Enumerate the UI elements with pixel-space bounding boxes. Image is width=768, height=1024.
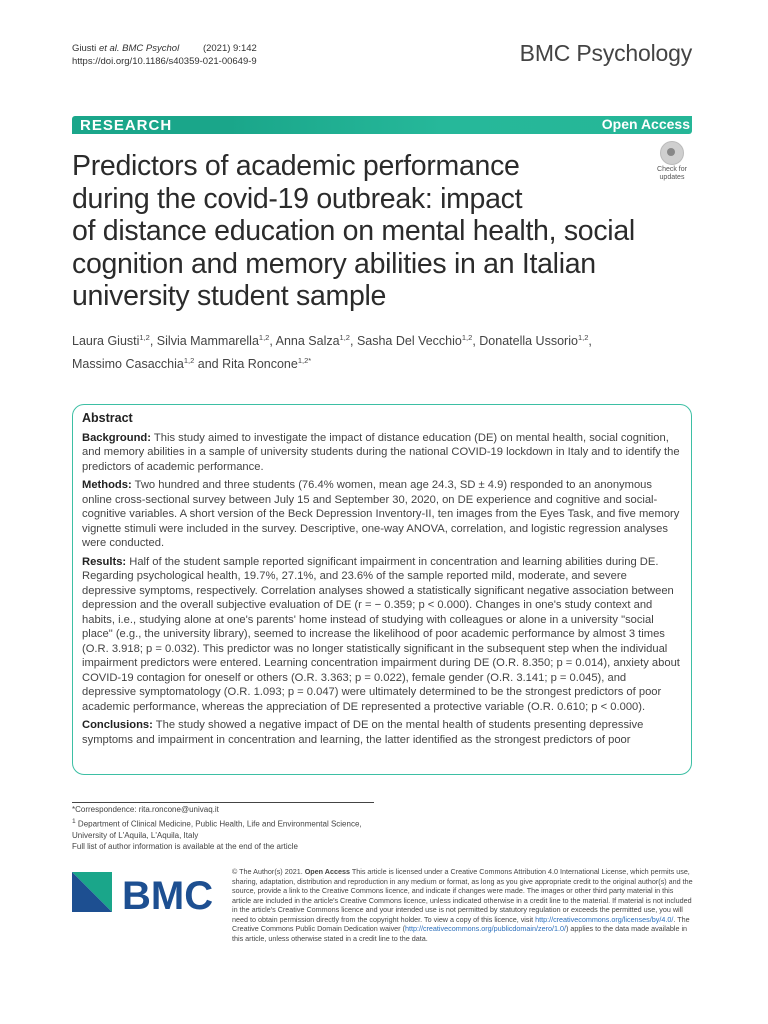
journal-name: BMC Psychology bbox=[519, 40, 692, 66]
author-name[interactable]: Rita Roncone bbox=[222, 357, 298, 372]
author-name[interactable]: Anna Salza bbox=[275, 334, 340, 349]
article-title bbox=[72, 150, 672, 313]
citation-block bbox=[72, 42, 257, 68]
results-label: Results: bbox=[82, 555, 127, 568]
author-list: Laura Giusti$^{1,2}$, Silvia Mammarella$^{1,2}$, Anna Salza$^{1,2}$, Sasha Del Vecchio$^{1,2}$, Donatella Ussorio$^{1,2}$, Massimo Casacchia$^{1,2}$ and Rita Roncone$^{1,2*}$ bbox=[72, 333, 592, 372]
citation-journal: et al. BMC Psychol bbox=[98, 43, 180, 54]
doi-link[interactable]: https://doi.org/10.1186/s40359-021-00649-9 bbox=[72, 56, 257, 67]
license-oa-label: Open Access bbox=[304, 867, 350, 876]
abstract-results bbox=[82, 555, 682, 715]
affiliation-note bbox=[72, 816, 392, 842]
open-access-label: Open Access bbox=[601, 116, 690, 132]
results-text: Half of the student sample reported significant impairment in concentration and learning abilities during DE. Regarding psychological health, 19.7%, 27.1%, and 23.6% of the sample reported mild, moderate, and severe depressive symptoms, respectively. Correlation analyses showed a statistically significant negative association between depression and the overall subjective evaluation of DE (r = − 0.359; p < 0.000). Changes in one's study context and habits, i.e., studying alone at one's parents' home instead of studying with colleagues or alone in a university "social place" (e.g., the university library), seemed to increase the likelihood of poor academic performance by almost 3 times (O.R. 3.918; p = 0.032). This predictor was no longer statistically significant in the subsequent step when the individual impairment predictors were entered. Learning concentration impairment during DE (O.R. 8.350; p = 0.014), anxiety about COVID-19 contagion for oneself or others (O.R. 3.363; p = 0.022), female gender (O.R. 3.141; p = 0.045), and depressive symptomatology (O.R. 1.093; p = 0.047) were ultimately determined to be the strongest predictors of poor academic performance, whereas the appreciation of DE represented a protective variable (O.R. 0.610; p < 0.000). bbox=[82, 555, 680, 713]
citation-line bbox=[72, 42, 257, 55]
cc-zero-link[interactable]: http://creativecommons.org/publicdomain/zero/1.0/ bbox=[404, 924, 566, 933]
title-line: of distance education on mental health, social bbox=[72, 215, 635, 247]
check-updates-icon bbox=[660, 141, 684, 165]
author-name[interactable]: Laura Giusti bbox=[72, 334, 140, 349]
check-updates-line: Check for bbox=[657, 166, 687, 173]
citation-year-volume: (2021) 9:142 bbox=[202, 43, 257, 54]
license-mid: . The Creative Commons Public Domain Dedication waiver ( bbox=[232, 914, 690, 933]
background-text: This study aimed to investigate the impact of distance education (DE) on mental health, social cognition, and memory abilities in a sample of university students during the national COVID-19 lockdown in Italy and to identify the predictors of academic performance. bbox=[82, 431, 680, 473]
license-end: ) applies to the data made available in this article, unless otherwise stated in a credit line to the data. bbox=[232, 924, 688, 943]
license-text bbox=[232, 867, 694, 943]
check-updates-line: updates bbox=[659, 173, 685, 181]
author-affiliation: 1,2 bbox=[139, 333, 150, 342]
author-affiliation: 1,2 bbox=[258, 333, 270, 342]
methods-label: Methods: bbox=[82, 479, 132, 491]
author-name[interactable]: Silvia Mammarella bbox=[156, 334, 259, 349]
conclusions-label: Conclusions: bbox=[82, 719, 153, 731]
methods-text: Two hundred and three students (76.4% women, mean age 24.3, SD ± 4.9) responded to an anonymous online cross-sectional survey between July 15 and September 30, 2020, on DE experience and cognitive and social-cognitive variables. A short version of the Beck Depression Inventory-II, ten images from the Eyes Task, and five memory vignette stimuli were included in the survey. Descriptive, one-way ANOVA, correlation, and logistic regression analyses were conducted. bbox=[82, 479, 680, 549]
abstract-box bbox=[72, 404, 692, 775]
author-affiliation: 1,2 bbox=[183, 356, 195, 366]
abstract-heading: Abstract bbox=[82, 411, 133, 425]
affiliation-number: 1 bbox=[72, 817, 76, 825]
bmc-logo-text: BMC bbox=[122, 874, 214, 918]
title-line: Predictors of academic performance bbox=[72, 150, 520, 182]
check-updates-label bbox=[654, 166, 690, 181]
background-label: Background: bbox=[82, 431, 151, 444]
license-prefix: © The Author(s) 2021. bbox=[232, 867, 305, 876]
cc-by-link[interactable]: http://creativecommons.org/licenses/by/4.0/ bbox=[535, 914, 674, 924]
abstract-methods bbox=[82, 478, 682, 551]
abstract-background bbox=[82, 431, 682, 475]
correspondence: *Correspondence: rita.roncone@univaq.it bbox=[72, 805, 219, 814]
footnotes bbox=[72, 804, 392, 853]
license-body: This article is licensed under a Creative Commons Attribution 4.0 International License, which permits use, sharing, adaptation, distribution and reproduction in any medium or format, as long as you give appropriate credit to the original author(s) and the source, provide a link to the Creative Commons licence, and indicate if changes were made. The images or other third party material in this article are included in the article's Creative Commons licence, unless indicated otherwise in a credit line to the material. If material is not included in the article's Creative Commons licence and your intended use is not permitted by statutory regulation or exceeds the permitted use, you will need to obtain permission directly from the copyright holder. To view a copy of this licence, visit bbox=[232, 867, 693, 924]
abstract-content bbox=[82, 411, 682, 751]
title-line: cognition and memory abilities in an Italian bbox=[72, 247, 596, 280]
article-type-label: RESEARCH bbox=[80, 117, 173, 134]
author-name[interactable]: Massimo Casacchia bbox=[72, 357, 184, 372]
title-line: during the covid-19 outbreak: impact bbox=[72, 182, 523, 215]
author-affiliation: 1,2 bbox=[339, 333, 350, 342]
citation-authors: Giusti bbox=[72, 43, 99, 54]
author-name[interactable]: Donatella Ussorio bbox=[479, 334, 578, 349]
check-for-updates-button[interactable] bbox=[654, 141, 690, 181]
affiliation-text: Department of Clinical Medicine, Public Health, Life and Environmental Science, University of L'Aquila, L'Aquila, Italy bbox=[72, 819, 362, 840]
footnote-divider bbox=[72, 802, 374, 803]
title-line: university student sample bbox=[72, 280, 387, 312]
abstract-conclusions bbox=[82, 718, 682, 747]
author-affiliation: 1,2 bbox=[577, 333, 589, 342]
author-name[interactable]: Sasha Del Vecchio bbox=[356, 334, 462, 349]
author-affiliation: 1,2 bbox=[461, 333, 473, 342]
author-affiliation: 1,2* bbox=[297, 356, 312, 366]
author-info-note: Full list of author information is available at the end of the article bbox=[72, 842, 298, 852]
bmc-logo[interactable] bbox=[72, 868, 217, 920]
conclusions-text: The study showed a negative impact of DE on the mental health of students presenting depressive symptoms and impairment in concentration and learning, the latter identified as the strongest predictors of poor bbox=[82, 719, 644, 746]
